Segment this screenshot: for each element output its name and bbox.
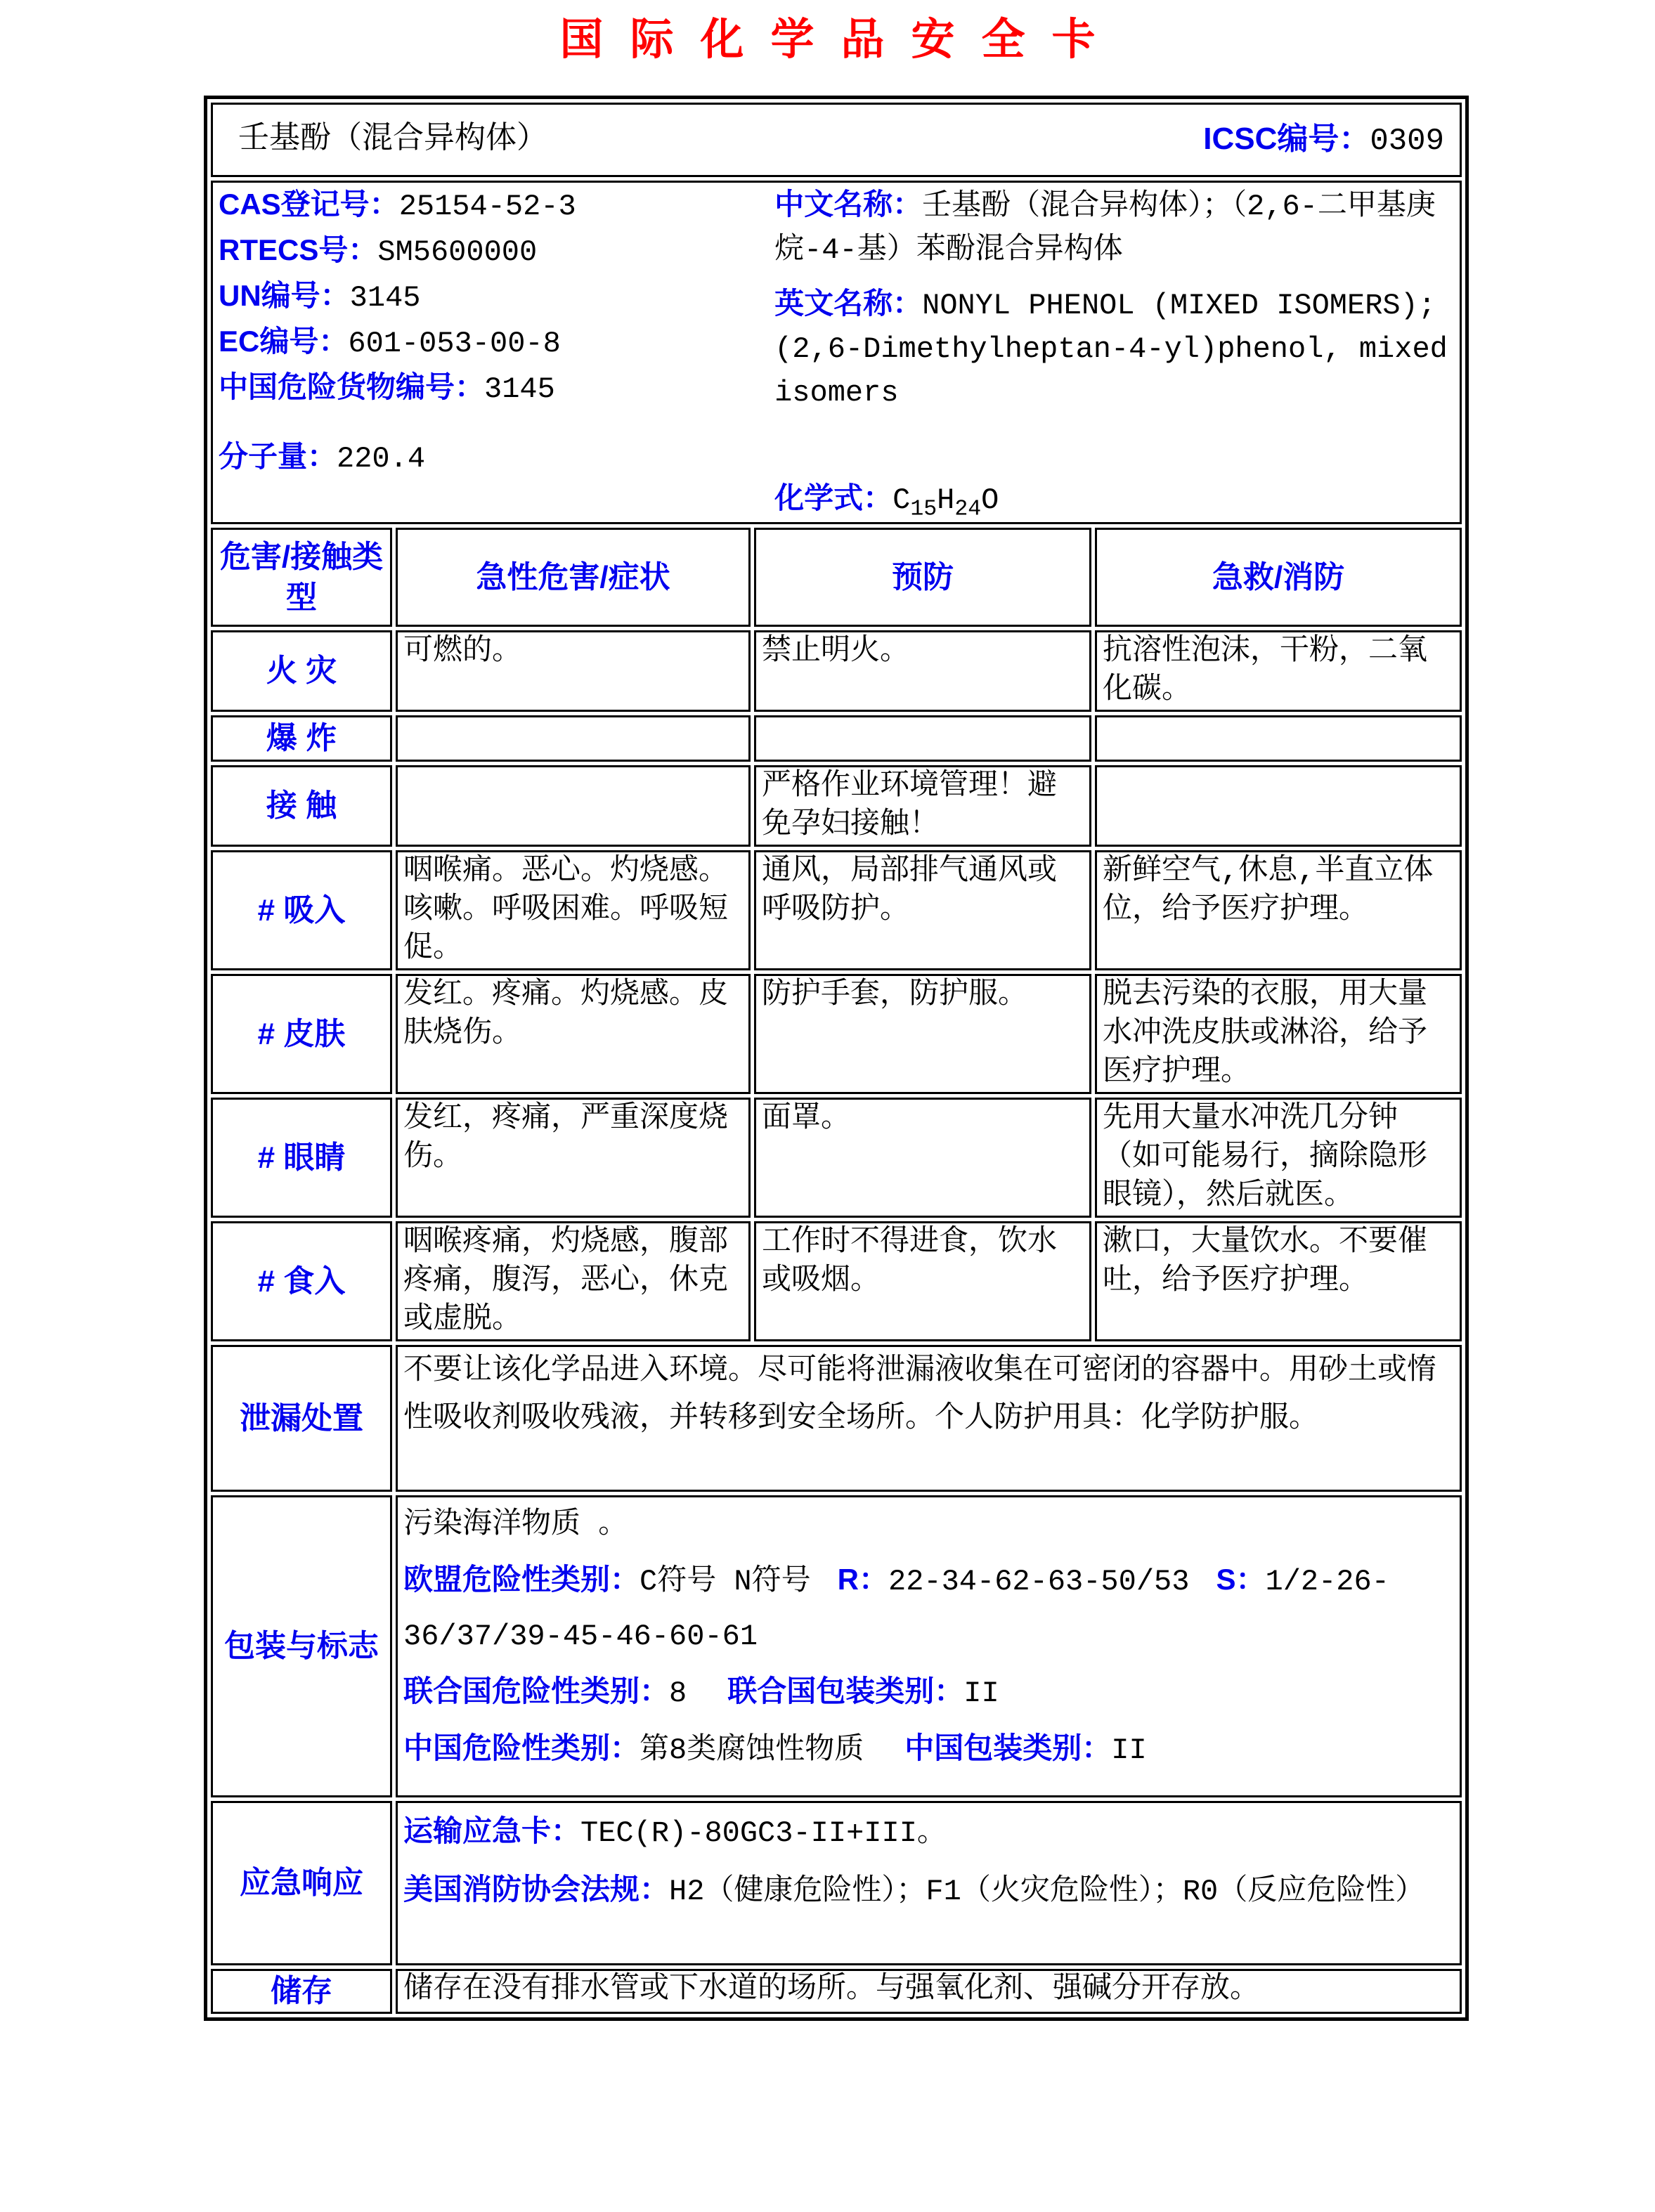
identification-row <box>211 181 1462 524</box>
row-eyes-label: # 眼睛 <box>211 1098 392 1218</box>
header-prevention: 预防 <box>754 528 1091 627</box>
row-spill-label: 泄漏处置 <box>211 1345 392 1492</box>
row-eyes <box>211 1098 1462 1218</box>
s-phrases-label: S： <box>1216 1563 1266 1596</box>
r-phrases-value: 22-34-62-63-50/53 <box>888 1565 1190 1599</box>
explosion-symptoms <box>396 715 751 762</box>
icsc-number-label: ICSC编号： <box>1203 121 1370 156</box>
ingestion-symptoms: 咽喉疼痛，灼烧感，腹部疼痛，腹泻，恶心，休克或虚脱。 <box>396 1221 751 1341</box>
un-class-line: 联合国危险性类别：8 联合国包装类别：II <box>403 1674 999 1710</box>
spill-content: 不要让该化学品进入环境。尽可能将泄漏液收集在可密闭的容器中。用砂土或惰性吸收剂吸收残液，并转移到安全场所。个人防护用具：化学防护服。 <box>396 1345 1462 1492</box>
china-dangerous-goods-number: 中国危险货物编号：3145 <box>219 370 555 406</box>
row-storage <box>211 1969 1462 2014</box>
chemical-name: 壬基酚（混合异构体） <box>238 122 547 157</box>
row-inhalation-label: # 吸入 <box>211 850 392 970</box>
row-fire-label: 火 灾 <box>211 630 392 712</box>
header-hazard-type: 危害/接触类型 <box>211 528 392 627</box>
icsc-number <box>1203 119 1454 161</box>
doc-title: 国际化学品安全卡 <box>559 15 1122 64</box>
header-first-aid: 急救/消防 <box>1095 528 1462 627</box>
marine-pollutant-line: 污染海洋物质 。 <box>403 1508 628 1542</box>
ingestion-prevention: 工作时不得进食，饮水或吸烟。 <box>754 1221 1091 1341</box>
china-class-line: 中国危险性类别：第8类腐蚀性物质 中国包装类别：II <box>403 1731 1147 1767</box>
rtecs-number: RTECS号：SM5600000 <box>219 233 538 269</box>
row-ingestion-label: # 食入 <box>211 1221 392 1341</box>
icsc-number-value: 0309 <box>1370 123 1444 159</box>
eu-hazard-class-line: 欧盟危险性类别：C符号 N符号 R：22-34-62-63-50/53 S：1/2-26-36/37/39-45-46-60-61 <box>403 1563 1389 1653</box>
chemical-formula: 化学式：$C_{15}H_{24}O$ <box>774 481 999 522</box>
cas-number: CAS登记号：25154-52-3 <box>219 188 576 223</box>
row-exposure-label: 接 触 <box>211 765 392 847</box>
molecular-weight: 分子量：220.4 <box>219 440 426 476</box>
identifier-list <box>219 183 774 522</box>
exposure-first-aid <box>1095 765 1462 847</box>
row-ingestion <box>211 1221 1462 1341</box>
english-name: 英文名称：NONYL PHENOL (MIXED ISOMERS); (2,6-Dimethylheptan-4-yl)phenol, mixed isomers <box>774 287 1448 410</box>
s-phrases-value: 1/2-26-36/37/39-45-46-60-61 <box>403 1565 1389 1653</box>
row-skin <box>211 974 1462 1094</box>
skin-symptoms: 发红。疼痛。灼烧感。皮肤烧伤。 <box>396 974 751 1094</box>
eyes-symptoms: 发红，疼痛，严重深度烧伤。 <box>396 1098 751 1218</box>
packaging-content <box>396 1495 1462 1797</box>
ingestion-first-aid: 漱口，大量饮水。不要催吐，给予医疗护理。 <box>1095 1221 1462 1341</box>
chinese-name: 中文名称：壬基酚（混合异构体）；（2,6-二甲基庚烷-4-基）苯酚混合异构体 <box>774 188 1436 267</box>
row-emergency-response <box>211 1801 1462 1965</box>
row-skin-label: # 皮肤 <box>211 974 392 1094</box>
fire-first-aid: 抗溶性泡沫，干粉，二氧化碳。 <box>1095 630 1462 712</box>
explosion-prevention <box>754 715 1091 762</box>
explosion-first-aid <box>1095 715 1462 762</box>
fire-symptoms: 可燃的。 <box>396 630 751 712</box>
row-packaging-labelling <box>211 1495 1462 1797</box>
un-number: UN编号：3145 <box>219 279 421 315</box>
eyes-first-aid: 先用大量水冲洗几分钟（如可能易行，摘除隐形眼镜），然后就医。 <box>1095 1098 1462 1218</box>
transport-emergency-card-line: 运输应急卡：TEC(R)-80GC3-II+III。 <box>403 1814 947 1850</box>
storage-content: 储存在没有排水管或下水道的场所。与强氧化剂、强碱分开存放。 <box>396 1969 1462 2014</box>
ec-number: EC编号：601-053-00-8 <box>219 325 561 360</box>
name-row <box>211 103 1462 177</box>
exposure-symptoms <box>396 765 751 847</box>
skin-prevention: 防护手套，防护服。 <box>754 974 1091 1094</box>
fire-prevention: 禁止明火。 <box>754 630 1091 712</box>
eyes-prevention: 面罩。 <box>754 1098 1091 1218</box>
row-fire <box>211 630 1462 712</box>
row-spill-disposal <box>211 1345 1462 1492</box>
row-exposure <box>211 765 1462 847</box>
skin-first-aid: 脱去污染的衣服，用大量水冲洗皮肤或淋浴，给予医疗护理。 <box>1095 974 1462 1094</box>
icsc-table <box>204 96 1469 2021</box>
emergency-content <box>396 1801 1462 1965</box>
row-packaging-label: 包装与标志 <box>211 1495 392 1797</box>
inhalation-prevention: 通风，局部排气通风或呼吸防护。 <box>754 850 1091 970</box>
header-symptoms: 急性危害/症状 <box>396 528 751 627</box>
inhalation-first-aid: 新鲜空气,休息,半直立体位，给予医疗护理。 <box>1095 850 1462 970</box>
hazard-header-row <box>211 528 1462 627</box>
r-phrases-label: R： <box>837 1563 888 1596</box>
row-storage-label: 储存 <box>211 1969 392 2014</box>
nfpa-code-line: 美国消防协会法规：H2（健康危险性）；F1（火灾危险性）；R0（反应危险性） <box>403 1873 1425 1908</box>
row-emergency-label: 应急响应 <box>211 1801 392 1965</box>
row-explosion <box>211 715 1462 762</box>
exposure-prevention: 严格作业环境管理！避免孕妇接触！ <box>754 765 1091 847</box>
chemical-names <box>774 183 1454 522</box>
row-explosion-label: 爆 炸 <box>211 715 392 762</box>
row-inhalation <box>211 850 1462 970</box>
inhalation-symptoms: 咽喉痛。恶心。灼烧感。咳嗽。呼吸困难。呼吸短促。 <box>396 850 751 970</box>
